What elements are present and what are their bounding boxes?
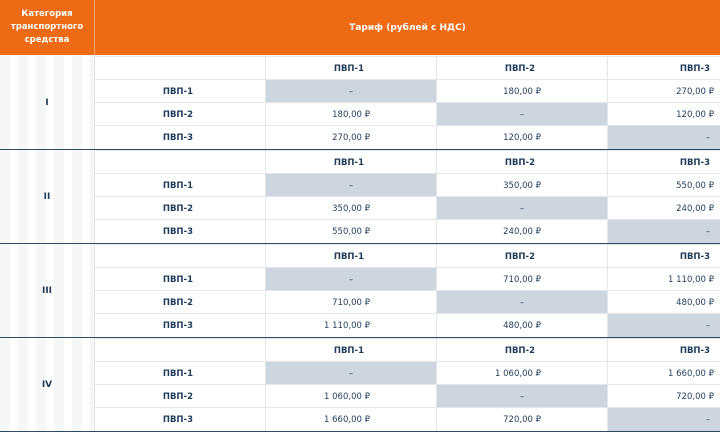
column-header: ПВП-2 [437,245,608,268]
column-header: ПВП-1 [266,57,437,80]
column-header: ПВП-1 [266,245,437,268]
table-row [95,102,720,126]
column-header: ПВП-3 [679,63,710,74]
table-row [95,196,720,220]
category-header: Категория транспортного средства [0,0,95,55]
tariff-cell: 1 660,00 ₽ [266,408,437,431]
row-label: ПВП-1 [95,80,266,103]
tariff-cell: 710,00 ₽ [437,268,608,291]
tariff-cell: 550,00 ₽ [266,220,437,243]
column-header: ПВП-2 [437,57,608,80]
tariff-cell: 720,00 ₽ [676,391,714,402]
tariff-cell: 1 110,00 ₽ [266,314,437,337]
category-label: IV [41,379,53,390]
tariff-header: Тариф (рублей с НДС) [349,22,466,33]
table-header [0,0,720,55]
column-header: ПВП-3 [679,251,710,262]
table-row [95,125,720,149]
column-header-row [95,150,720,174]
row-label: ПВП-1 [95,174,266,197]
row-label: ПВП-3 [95,220,266,243]
row-label: ПВП-2 [95,385,266,408]
category-group [0,56,720,150]
tariff-cell: 350,00 ₽ [266,197,437,220]
tariff-cell: 1 660,00 ₽ [668,368,714,379]
category-label: III [41,285,53,296]
tariff-cell: 480,00 ₽ [676,297,714,308]
tariff-cell: 1 060,00 ₽ [437,362,608,385]
tariff-cell: 240,00 ₽ [437,220,608,243]
tariff-cell: – [266,268,437,291]
tariff-cell: 720,00 ₽ [437,408,608,431]
tariff-cell: 1 110,00 ₽ [668,274,714,285]
tariff-cell: – [608,314,720,337]
column-header: ПВП-2 [437,151,608,174]
blank-cell [95,245,266,268]
table-row [95,290,720,314]
tariff-cell: 350,00 ₽ [437,174,608,197]
category-group [0,244,720,338]
tariff-cell: – [266,80,437,103]
column-header-row [95,244,720,268]
tariff-cell: – [437,197,608,220]
table-row [95,173,720,197]
blank-cell [95,151,266,174]
category-cell [0,56,95,149]
row-label: ПВП-1 [95,362,266,385]
tariff-cell: 270,00 ₽ [266,126,437,149]
category-cell [0,338,95,431]
tariff-cell: 550,00 ₽ [676,180,714,191]
column-header: ПВП-3 [679,345,710,356]
tariff-cell: 270,00 ₽ [676,86,714,97]
tariff-cell: 180,00 ₽ [437,80,608,103]
table-row [95,79,720,103]
tariff-cell: 710,00 ₽ [266,291,437,314]
tariff-cell: – [266,362,437,385]
tariff-cell: 240,00 ₽ [676,203,714,214]
tariff-cell: – [608,126,720,149]
blank-cell [95,57,266,80]
category-group [0,338,720,432]
category-cell [0,244,95,337]
row-label: ПВП-3 [95,314,266,337]
category-cell [0,150,95,243]
table-row [95,361,720,385]
row-label: ПВП-2 [95,103,266,126]
table-row [95,384,720,408]
column-header: ПВП-1 [266,339,437,362]
tariff-cell: 120,00 ₽ [437,126,608,149]
tariff-cell: 180,00 ₽ [266,103,437,126]
row-label: ПВП-3 [95,408,266,431]
tariff-cell: 120,00 ₽ [676,109,714,120]
column-header: ПВП-2 [437,339,608,362]
table-row [95,407,720,431]
tariff-cell: 1 060,00 ₽ [266,385,437,408]
category-label: II [43,191,51,202]
tariff-cell: – [608,220,720,243]
row-label: ПВП-2 [95,291,266,314]
tariff-cell: – [266,174,437,197]
category-group [0,150,720,244]
column-header: ПВП-1 [266,151,437,174]
column-header-row [95,338,720,362]
category-label: I [45,97,49,108]
table-row [95,313,720,337]
blank-cell [95,339,266,362]
tariff-cell: 480,00 ₽ [437,314,608,337]
row-label: ПВП-3 [95,126,266,149]
table-row [95,219,720,243]
tariff-cell: – [437,291,608,314]
row-label: ПВП-2 [95,197,266,220]
column-header: ПВП-3 [679,157,710,168]
tariff-cell: – [608,408,720,431]
column-header-row [95,56,720,80]
table-row [95,267,720,291]
row-label: ПВП-1 [95,268,266,291]
tariff-cell: – [437,385,608,408]
tariff-cell: – [437,103,608,126]
